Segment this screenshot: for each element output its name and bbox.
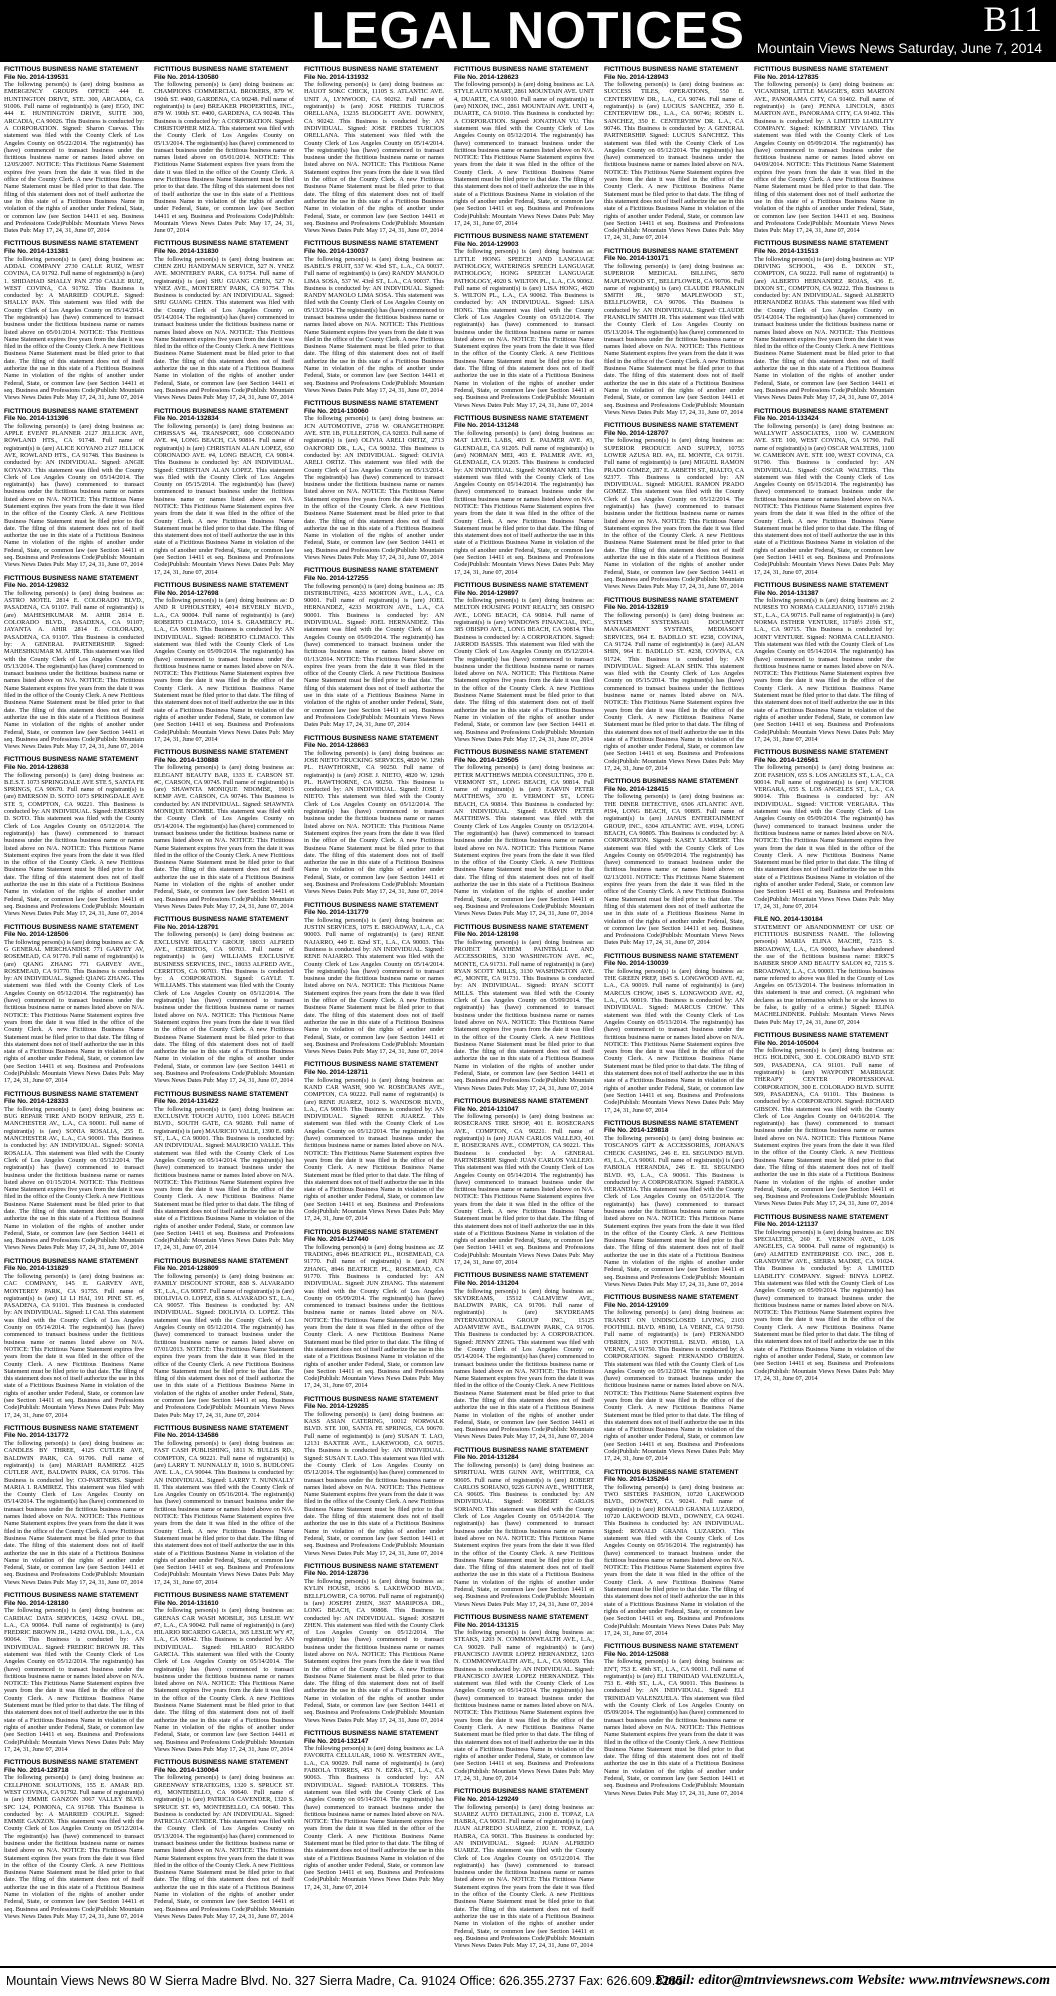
legal-notice	[154, 66, 294, 234]
notice-title: FICTITIOUS BUSINESS NAME STATEMENT File No. 2014-130039	[604, 952, 739, 968]
legal-notice	[454, 1098, 594, 1266]
publication-dateline: Mountain Views News Saturday, June 7, 2014	[756, 40, 1042, 56]
notice-body: The following person(s) is (are) doing business as: JCN AUTOMOTIVE, 2718 W. ORANGETHORPE AVE. STE 1B, FULLERTON, CA 92833. Full name of registrant(s) is (are) OLIVIA ARELI ORTIZ, 2713 OAKFORD DR., L.A., CA 90032. This Business is conducted by: AN INDIVIDUAL. Signed: OLIVIA ARELI ORTIZ. This statement was filed with the County Clerk of Los Angeles County on 05/13/2014. The registrant(s) has (have) commenced to transact business under the fictitious business name or names listed above on N/A. NOTICE: This Fictitious Name Statement expires five years from the date it was filed in the office of the County Clerk. A new Fictitious Business Name Statement must be filed prior to that date. The filing of this statement does not of itself authorize the use in this state of a Fictitious Business Name in violation of the rights of another under Federal, State, or common law (see Section 14411 et seq. Business and Professions Code)Publish: Mountain Views News Dates Pub: May 17, 24, 31, June 07, 2014	[304, 415, 444, 562]
notice-body: The following person(s) is (are) doing business as: 2 NURSES TO NORMA CALLEJANIO, 11718½ 219th ST., L.A., CA 90715. Full name of registrant(s) is (are) NORMA ESTHER VENTURE, 11718½ 219th ST., L.A., CA 90715. This Business is conducted by: JOINT VENTURE. Signed: NORMA CALLEJANIO. This statement was filed with the County Clerk of Los Angeles County on 05/14/2014. The registrant(s) has (have) commenced to transact business under the fictitious business name or names listed above on N/A. NOTICE: This Fictitious Name Statement expires five years from the date it was filed in the office of the County Clerk. A new Fictitious Business Name Statement must be filed prior to that date. The filing of this statement does not of itself authorize the use in this state of a Fictitious Business Name in violation of the rights of another under Federal, State, or common law (see Section 14411 et seq. Business and Professions Code)Publish: Mountain Views News Dates Pub: May 17, 24, 31, June 07, 2014	[754, 597, 894, 743]
legal-notice	[154, 1091, 294, 1252]
legal-notice	[4, 575, 144, 751]
legal-notice	[604, 778, 744, 946]
legal-notice	[154, 1759, 294, 1920]
notice-body: The following person(s) is (are) doing business as: C & G GENERAL MERCHANDISE 771 GARVEY AV, ROSEMEAD, CA 91770. Full name of registrant(s) is (are) QIANG ZHANG 771 GARVEY AVE., ROSEMEAD, CA 91770. This Business is conducted by: AN INDIVIDUAL. Signed: QIANG ZHANG. This statement was filed with the County Clerk of Los Angeles County on 05/12/2014. The registrant(s) has (have) commenced to transact business under the fictitious business name or names listed above on N/A. NOTICE: This Fictitious Name Statement expires five years from the date it was filed in the office of the County Clerk. A new Fictitious Business Name Statement must be filed prior to that date. The filing of this statement does not of itself authorize the use in this state of a Fictitious Business Name in violation of the rights of another under Federal, State, or common law (see Section 14411 et seq. Business and Professions Code)Publish: Mountain Views News Dates Pub: May 17, 24, 31, June 07, 2014	[4, 938, 144, 1085]
footer-contact: Mountain Views News 80 W Sierra Madre Blvd. No. 327 Sierra Madre, Ca. 91024 Office: 626.355.2737 Fax: 626.609.3285	[6, 1974, 684, 1988]
notice-title: FICTITIOUS BUSINESS NAME STATEMENT File No. 2014-131284	[454, 1446, 589, 1462]
legal-notice	[604, 422, 744, 590]
legal-notice	[454, 749, 594, 917]
legal-notice	[154, 408, 294, 576]
notice-title: FICTITIOUS BUSINESS NAME STATEMENT File No. 2014-128711	[304, 1061, 439, 1077]
legal-notice	[154, 240, 294, 401]
notice-title: FICTITIOUS BUSINESS NAME STATEMENT File No. 2014-139531	[4, 66, 139, 81]
legal-notice	[604, 1643, 744, 1797]
notice-title: FICTITIOUS BUSINESS NAME STATEMENT File No. 2014-131422	[154, 1090, 289, 1106]
legal-notice	[154, 1592, 294, 1753]
legal-notice	[304, 567, 444, 728]
legal-notice	[604, 1120, 744, 1288]
notice-title: FICTITIOUS BUSINESS NAME STATEMENT File No. 2014-135264	[604, 1468, 739, 1484]
notice-title: FICTITIOUS BUSINESS NAME STATEMENT File No. 2014-130064	[154, 1759, 289, 1774]
notice-body: The following person(s) is (are) doing business as: GRENAS CAR WASH MOBILE, 365 LESLIE WY #7, L.A., CA 90042. Full name of registrant(s) is (are) HILARIO RICARDO GARCIA, 365 LESLIE WY #7, L.A., CA 90042. This Business is conducted by: AN INDIVIDUAL. Signed: HILARIO RICARDO GARCIA. This statement was filed with the County Clerk of Los Angeles County on 05/14/2014. The registrant(s) has (have) commenced to transact business under the fictitious business name or names listed above on N/A. NOTICE: This Fictitious Name Statement expires five years from the date it was filed in the office of the County Clerk. A new Fictitious Business Name Statement must be filed prior to that date. The filing of this statement does not of itself authorize the use in this state of a Fictitious Business Name in violation of the rights of another under Federal, State, or common law (see Section 14411 et seq. Business and Professions Code)Publish: Mountain Views News Dates Pub: May 17, 24, 31, June 07, 2014	[154, 1607, 294, 1753]
legal-notice	[304, 66, 444, 234]
notice-title: FICTITIOUS BUSINESS NAME STATEMENT File No. 2014-127255	[304, 567, 439, 582]
notice-title: FICTITIOUS BUSINESS NAME STATEMENT File No. 2014-128638	[4, 756, 139, 771]
notice-body: The following person(s) is (are) doing business as: CAC COMPANY, 145 E. GARVEY AVE, MONTEREY PARK, CA 91755. Full name of registrant(s) is (are) LI LI HAI, 191 PINE ST. #5, PASADENA, CA 91101. This Business is conducted by: AN INDIVIDUAL. Signed: LI CAI. This statement was filed with the County Clerk of Los Angeles County on 05/14/2014. The registrant(s) has (have) commenced to transact business under the fictitious business name or names listed above on N/A. NOTICE: This Fictitious Name Statement expires five years from the date it was filed in the office of the County Clerk. A new Fictitious Business Name Statement must be filed prior to that date. The filing of this statement does not of itself authorize the use in this state of a Fictitious Business Name in violation of the rights of another under Federal, State, or common law (see Section 14411 et seq. Business and Professions Code)Publish: Mountain Views News Dates Pub: May 17, 24, 31, June 07, 2014	[4, 1272, 144, 1419]
notice-column	[754, 66, 894, 1964]
notice-body: The following person(s) is (are) doing business as: SUPERIOR MEDICAL BILLING, 9870 MAPLEWOOD ST., BELLFLOWER, CA 90706. Full name of registrant(s) is (are) CLAUDE FRANKLIN SMITH JR., 9870 MAPLEWOOD ST., BELLFLOWER, CA 90706. This Business is conducted by: AN INDIVIDUAL. Signed: CLAUDE FRANKLIN SMITH JR. This statement was filed with the County Clerk of Los Angeles County on 05/13/2014. The registrant(s) has (have) commenced to transact business under the fictitious business name or names listed above on N/A. NOTICE: This Fictitious Name Statement expires five years from the date it was filed in the office of the County Clerk. A new Fictitious Business Name Statement must be filed prior to that date. The filing of this statement does not of itself authorize the use in this state of a Fictitious Business Name in violation of the rights of another under Federal, State, or common law (see Section 14411 et seq. Business and Professions Code)Publish: Mountain Views News Dates Pub: May 17, 24, 31, June 07, 2014	[604, 262, 744, 416]
notice-title: FICTITIOUS BUSINESS NAME STATEMENT File No. 2014-129505	[454, 749, 589, 764]
legal-notice	[454, 415, 594, 576]
legal-notice	[604, 1469, 744, 1637]
notice-body: The following person(s) is (are) doing business as: B.E.S.T. 1073 SPRINGDALE AVE STE 5, SANTA FE SPRINGS, CA 90670. Full name of registrant(s) is (are) EMERSON D. SOTO 1073 SPRINGDALE AVE STE 5, COMPTON, CA 90221. This Business is conducted by: AN INDIVIDUAL. Signed: EMERSON D. SOTO. This statement was filed with the County Clerk of Los Angeles County on 05/12/2014. The registrant(s) has (have) commenced to transact business under the fictitious business name or names listed above on N/A. NOTICE: This Fictitious Name Statement expires five years from the date it was filed in the office of the County Clerk. A new Fictitious Business Name Statement must be filed prior to that date. The filing of this statement does not of itself authorize the use in this state of a Fictitious Business Name in violation of the rights of another under Federal, State, or common law (see Section 14411 et seq. Business and Professions Code)Publish: Mountain Views News Dates Pub: May 17, 24, 31, June 07, 2014	[4, 771, 144, 918]
legal-notice	[754, 1214, 894, 1382]
legal-notice	[604, 597, 744, 773]
notice-body: The following person(s) is (are) doing business as: KAND CAR WASH, 900 W. ROSECRANS AVE., COMPTON, CA 90222. Full name of registrant(s) is (are) RENE JUAREZ, 1012 S. WANDSOR BLVD., L.A., CA 90019. This Business is conducted by: AN INDIVIDUAL. Signed: RENE JUAREZ. This statement was filed with the County Clerk of Los Angeles County on 05/12/2014. The registrant(s) has (have) commenced to transact business under the fictitious business name or names listed above on N/A. NOTICE: This Fictitious Name Statement expires five years from the date it was filed in the office of the County Clerk. A new Fictitious Business Name Statement must be filed prior to that date. The filing of this statement does not of itself authorize the use in this state of a Fictitious Business Name in violation of the rights of another under Federal, State, or common law (see Section 14411 et seq. Business and Professions Code)Publish: Mountain Views News Dates Pub: May 17, 24, 31, June 07, 2014	[304, 1076, 444, 1223]
legal-notice	[454, 1614, 594, 1782]
legal-notice	[304, 1229, 444, 1390]
notice-title: FICTITIOUS BUSINESS NAME STATEMENT File No. 2014-131381	[4, 240, 139, 256]
notice-body: The following person(s) is (are) doing business as: THE DINER DETECTIVE, 6506 ATLANTIC AVE. #194, LONG BEACH, CA 90805. Full name of registrant(s) is (are) JANUS ENTERTAINMENT GROUP, INC., 6304 ATLANTIC AVE. #194, LONG BEACH, CA 90805. This Business is conducted by: A CORPORATION. Signed: KASEY LAMBERT. This statement was filed with the County Clerk of Los Angeles County on 05/09/2014. The registrant(s) has (have) commenced to transact business under the fictitious business name or names listed above on 02/13/2011. NOTICE: This Fictitious Name Statement expires five years from the date it was filed in the office of the County Clerk. A new Fictitious Business Name Statement must be filed prior to that date. The filing of this statement does not of itself authorize the use in this state of a Fictitious Business Name in violation of the rights of another under Federal, State, or common law (see Section 14411 et seq. Business and Professions Code)Publish: Mountain Views News Dates Pub: May 17, 24, 31, June 07, 2014	[604, 793, 744, 947]
notice-title: FICTITIOUS BUSINESS NAME STATEMENT File No. 2014-128791	[154, 916, 289, 931]
legal-notice	[154, 582, 294, 743]
notice-column	[604, 66, 744, 1964]
legal-notice	[304, 240, 444, 394]
notice-body: The following person(s) is (are) doing business as: SUPERIOR PRODUCE AND SUPPLY, 10755 LOWER AZUSA RD. #A, EL MONTE, CA 91731. Full name of registrant(s) is (are) MIGUEL RAMON PRADO GOMEZ, 287 E. ARBETH ST., RIALTO, CA 92377. This Business is conducted by: AN INDIVIDUAL. Signed: MIGUEL RAMON PRADO GOMEZ. This statement was filed with the County Clerk of Los Angeles County on 05/12/2014. The registrant(s) has (have) commenced to transact business under the fictitious business name or names listed above on N/A. NOTICE: This Fictitious Name Statement expires five years from the date it was filed in the office of the County Clerk. A new Fictitious Business Name Statement must be filed prior to that date. The filing of this statement does not of itself authorize the use in this state of a Fictitious Business Name in violation of the rights of another under Federal, State, or common law (see Section 14411 et seq. Business and Professions Code)Publish: Mountain Views News Dates Pub: May 17, 24, 31, June 07, 2014	[604, 437, 744, 591]
notice-body: The following person(s) is (are) doing business as: HAUOT SOKC CHICK, 11105 S. ATLANTIC AVE. UNIT A, LYNWOOD, CA 90262. Full name of registrant(s) is (are) JOSE FREDIS TURCIOS ORELLANA, 13235 BLODGETT AVE. DOWNEY, CA 90242. This Business is conducted by: AN INDIVIDUAL. Signed: JOSE FREDIS TURCIOS ORELLANA. This statement was filed with the County Clerk of Los Angeles County on 05/14/2014. The registrant(s) has (have) commenced to transact business under the fictitious business name or names listed above on N/A. NOTICE: This Fictitious Name Statement expires five years from the date it was filed in the office of the County Clerk. A new Fictitious Business Name Statement must be filed prior to that date. The filing of this statement does not of itself authorize the use in this state of a Fictitious Business Name in violation of the rights of another under Federal, State, or common law (see Section 14411 et seq. Business and Professions Code)Publish: Mountain Views News Dates Pub: May 17, 24, 31, June 07, 2014	[304, 81, 444, 235]
notice-body: The following person(s) is (are) doing business as: PETER MATTHEWS MEDIA CONSULTING, 370 E. VERMONT ST., LONG BEACH, CA 90814. Full name of registrant(s) is (are) EARVIN PETER MATTHEWS, 370 E. VERMONT ST., LONG BEACH, CA 90814. This Business is conducted by: AN INDIVIDUAL. Signed: EARVIN PETER MATTHEWS. This statement was filed with the County Clerk of Los Angeles County on 05/12/2014. The registrant(s) has (have) commenced to transact business under the fictitious business name or names listed above on N/A. NOTICE: This Fictitious Name Statement expires five years from the date it was filed in the office of the County Clerk. A new Fictitious Business Name Statement must be filed prior to that date. The filing of this statement does not of itself authorize the use in this state of a Fictitious Business Name in violation of the rights of another under Federal, State, or common law (see Section 14411 et seq. Business and Professions Code)Publish: Mountain Views News Dates Pub: May 17, 24, 31, June 07, 2014	[454, 764, 594, 918]
notice-body: The following person(s) is (are) doing business as: FAST CASH PUBLISHING, 1811 N. BULLIS RD., COMPTON, CA 90221. Full name of registrant(s) is (are) LARRY T. NUNNALLY II, 1010 S. BUDLONG AVE. L.A., CA 90044. This Business is conducted by: AN INDIVIDUAL. Signed: LARRY T. NUNNALLY II. This statement was filed with the County Clerk of Los Angeles County on 05/16/2014. The registrant(s) has (have) commenced to transact business under the fictitious business name or names listed above on N/A. NOTICE: This Fictitious Name Statement expires five years from the date it was filed in the office of the County Clerk. A new Fictitious Business Name Statement must be filed prior to that date. The filing of this statement does not of itself authorize the use in this state of a Fictitious Business Name in violation of the rights of another under Federal, State, or common law (see Section 14411 et seq. Business and Professions Code)Publish: Mountain Views News Dates Pub: May 17, 24, 31, June 07, 2014	[154, 1440, 294, 1586]
notice-title: FICTITIOUS BUSINESS NAME STATEMENT File No. 2014-128180	[4, 1592, 139, 1607]
notice-title: FICTITIOUS BUSINESS NAME STATEMENT File No. 2014-130580	[154, 66, 289, 81]
notice-title: FICTITIOUS BUSINESS NAME STATEMENT File No. 2014-131779	[304, 901, 439, 917]
notice-title: FICTITIOUS BUSINESS NAME STATEMENT File No. 2014-128809	[154, 1257, 289, 1273]
notice-body: The following person(s) is (are) doing business as: VIP DRIVING SCHOOL, 436 E. DIXON ST., COMPTON, CA 90222. Full name of registrant(s) is (are) ALBERTO HERNANDEZ ROJAS, 436 E. DIXON ST., COMPTON, CA 90222. This Business is conducted by: AN INDIVIDUAL. Signed: ALBERTO HERNANDEZ ROJAS. This statement was filed with the County Clerk of Los Angeles County on 05/14/2014. The registrant(s) has (have) commenced to transact business under the fictitious business name or names listed above on N/A. NOTICE: This Fictitious Name Statement expires five years from the date it was filed in the office of the County Clerk. A new Fictitious Business Name Statement must be filed prior to that date. The filing of this statement does not of itself authorize the use in this state of a Fictitious Business Name in violation of the rights of another under Federal, State, or common law (see Section 14411 et seq. Business and Professions Code)Publish: Mountain Views News Dates Pub: May 17, 24, 31, June 07, 2014	[754, 255, 894, 402]
legal-notice	[754, 582, 894, 743]
notice-title: FICTITIOUS BUSINESS NAME STATEMENT File No. 2014-129897	[454, 581, 589, 597]
notice-body: The following person(s) is (are) doing business as: D AND R UPHOLSTERY, 4014 BEVERLY BLVD., L.A., CA 90004. Full name of registrant(s) is (are) ROBERTO CLIMACO, 1014 S. GRAMERCY PL. L.A., CA 90019. This Business is conducted by: AN INDIVIDUAL. Signed: ROBERTO CLIMACO. This statement was filed with the County Clerk of Los Angeles County on 05/09/2014. The registrant(s) has (have) commenced to transact business under the fictitious business name or names listed above on N/A. NOTICE: This Fictitious Name Statement expires five years from the date it was filed in the office of the County Clerk. A new Fictitious Business Name Statement must be filed prior to that date. The filing of this statement does not of itself authorize the use in this state of a Fictitious Business Name in violation of the rights of another under Federal, State, or common law (see Section 14411 et seq. Business and Professions Code)Publish: Mountain Views News Dates Pub: May 17, 24, 31, June 07, 2014	[154, 597, 294, 743]
notice-title: FILE NO. 2014-130184	[754, 916, 823, 924]
notice-title: FICTITIOUS BUSINESS NAME STATEMENT File No. 2014-131204	[454, 1272, 589, 1287]
notice-title: FICTITIOUS BUSINESS NAME STATEMENT File No. 2014-130888	[154, 749, 289, 764]
notice-body: The following person(s) is (are) doing business as: CANDLES BY THREE, 4125 CUTLER AVE, BALDWIN PARK, CA 91706. Full name of registrant(s) is (are) MARIAH RAMIREZ 4125 CUTLER AVE, BALDWIN PARK, CA 91706. This Business is conducted by: CO-PARTNERS. Signed: MARIA I. RAMIREZ. This statement was filed with the County Clerk of Los Angeles County on 05/14/2014. The registrant(s) has (have) commenced to transact business under the fictitious business name or names listed above on N/A. NOTICE: This Fictitious Name Statement expires five years from the date it was filed in the office of the County Clerk. A new Fictitious Business Name Statement must be filed prior to that date. The filing of this statement does not of itself authorize the use in this state of a Fictitious Business Name in violation of the rights of another under Federal, State, or common law (see Section 14411 et seq. Business and Professions Code)Publish: Mountain Views News Dates Pub: May 17, 24, 31, June 07, 2014	[4, 1440, 144, 1586]
notice-body: The following person(s) is (are) doing business as: MELTON HOUSING POINT REALTY, 385 OBISPO AVE., LONG BEACH, CA 90814. Full name of registrant(s) is (are) WINDOWS FINANCIAL, INC., 385 OBISPO AVE., LONG BEACH, CA 90814. This Business is conducted by: A CORPORATION. Signed: JARROD BASSIS. This statement was filed with the County Clerk of Los Angeles County on 05/12/2014. The registrant(s) has (have) commenced to transact business under the fictitious business name or names listed above on N/A. NOTICE: This Fictitious Name Statement expires five years from the date it was filed in the office of the County Clerk. A new Fictitious Business Name Statement must be filed prior to that date. The filing of this statement does not of itself authorize the use in this state of a Fictitious Business Name in violation of the rights of another under Federal, State, or common law (see Section 14411 et seq. Business and Professions Code)Publish: Mountain Views News Dates Pub: May 17, 24, 31, June 07, 2014	[454, 597, 594, 743]
notice-title: FICTITIOUS BUSINESS NAME STATEMENT File No. 2014-129832	[4, 574, 139, 590]
notice-title: FICTITIOUS BUSINESS NAME STATEMENT File No. 2014-130060	[304, 400, 439, 415]
legal-notice	[154, 1425, 294, 1586]
notice-title: FICTITIOUS BUSINESS NAME STATEMENT File No. 2014-129818	[604, 1119, 739, 1135]
notice-body: The following person(s) is (are) doing business as: GREENWAY STRATEGIES, 1320 S. SPRUCE ST. #3, MONTEBELLO, CA 90640. Full name of registrant(s) is (are) PATRICIA CAVENDER, 1320 S. SPRUCE ST. #3, MONTEBELLO, CA 90640. This Business is conducted by: AN INDIVIDUAL. Signed: PATRICIA CAVENDER. This statement was filed with the County Clerk of Los Angeles County on 05/13/2014. The registrant(s) has (have) commenced to transact business under the fictitious business name or names listed above on N/A. NOTICE: This Fictitious Name Statement expires five years from the date it was filed in the office of the County Clerk. A new Fictitious Business Name Statement must be filed prior to that date. The filing of this statement does not of itself authorize the use in this state of a Fictitious Business Name in violation of the rights of another under Federal, State, or common law (see Section 14411 et seq. Business and Professions Code)Publish: Mountain Views News Dates Pub: May 17, 24, 31, June 07, 2014	[154, 1774, 294, 1920]
notice-body: The following person(s) is (are) doing business as: SYSTEMS SYSTEMSAI1 DOCUMENT MANAGEMENT SYSTEMS, MEDIASOFT SERVICES, 964 E. BADILLO ST. #238, COVINA, CA 91724. Full name of registrant(s) is (are) ALAN SHIN, 964 E. BADILLO ST. #238, COVINA, CA 91724. This Business is conducted by: AN INDIVIDUAL. Signed: ALAN SHIN. This statement was filed with the County Clerk of Los Angeles County on 05/15/2014. The registrant(s) has (have) commenced to transact business under the fictitious business name or names listed above on N/A. NOTICE: This Fictitious Name Statement expires five years from the date it was filed in the office of the County Clerk. A new Fictitious Business Name Statement must be filed prior to that date. The filing of this statement does not of itself authorize the use in this state of a Fictitious Business Name in violation of the rights of another under Federal, State, or common law (see Section 14411 et seq. Business and Professions Code)Publish: Mountain Views News Dates Pub: May 17, 24, 31, June 07, 2014	[604, 611, 744, 772]
notice-title: FICTITIOUS BUSINESS NAME STATEMENT File No. 2014-130037	[304, 240, 439, 256]
notice-body: The following person(s) is (are) doing business as: CHAMPIONS COMMERCIAL BROKERS, 879 W. 190th ST. #400, GARDENA, CA 90248. Full name of registrant(s) is (are) BREAKER PROPERTIES, INC., 879 W. 190th ST. #400, GARDENA, CA 90248. This Business is conducted by: A CORPORATION. Signed: CHRISTOPHER MIZA. This statement was filed with the County Clerk of Los Angeles County on 05/13/2014. The registrant(s) has (have) commenced to transact business under the fictitious business name or names listed above on 05/01/2014. NOTICE: This Fictitious Name Statement expires five years from the date it was filed in the office of the County Clerk. A new Fictitious Business Name Statement must be filed prior to that date. The filing of this statement does not of itself authorize the use in this state of a Fictitious Business Name in violation of the rights of another under Federal, State, or common law (see Section 14411 et seq. Business and Professions Code)Publish: Mountain Views News Dates Pub: May 17, 24, 31, June 07, 2014	[154, 81, 294, 235]
notice-title: FICTITIOUS BUSINESS NAME STATEMENT File No. 2014-127698	[154, 581, 289, 597]
notice-column	[154, 66, 294, 1964]
legal-notice	[4, 1759, 144, 1920]
notice-column	[454, 66, 594, 1964]
notice-title: FICTITIOUS BUSINESS NAME STATEMENT File No. 2014-131932	[304, 66, 439, 81]
notice-title: FICTITIOUS BUSINESS NAME STATEMENT File No. 2014-128415	[604, 778, 739, 793]
notice-title: FICTITIOUS BUSINESS NAME STATEMENT File No. 2014-121137	[754, 1213, 889, 1229]
legal-notice	[454, 1788, 594, 1949]
notice-body: The following person(s) is (are) doing business as: LITTLE HONG SPEECH AND LANGUAGE PATHOLOGY, WATERINGS SPEECH LANGUAGE PATHOLOGY, HONG SPEECH LANGUAGE PATHOLOGY, 4920 S. WILTON PL., L.A., CA 90062. Full name of registrant(s) is (are) LISA HONG, 4920 S. WILTON PL., L.A., CA 90062. This Business is conducted by: AN INDIVIDUAL. Signed: LISA HONG. This statement was filed with the County Clerk of Los Angeles County on 05/12/2014. The registrant(s) has (have) commenced to transact business under the fictitious business name or names listed above on N/A. NOTICE: This Fictitious Name Statement expires five years from the date it was filed in the office of the County Clerk. A new Fictitious Business Name Statement must be filed prior to that date. The filing of this statement does not of itself authorize the use in this state of a Fictitious Business Name in violation of the rights of another under Federal, State, or common law (see Section 14411 et seq. Business and Professions Code)Publish: Mountain Views News Dates Pub: May 17, 24, 31, June 07, 2014	[454, 248, 594, 409]
notice-title: FICTITIOUS BUSINESS NAME STATEMENT File No. 2014-128333	[4, 1090, 139, 1106]
notice-body: The following person(s) is (are) doing business as: LA STYLE AUTO MART, 2861 MOUNTAIN AVE. UNIT 4, DUARTE, CA 91010. Full name of registrant(s) is (are) NIXON, INC., 2861 MOUNTAIN AVE. UNIT 4, DUARTE, CA 91010. This Business is conducted by: A CORPORATION. Signed: JONATHAN VU. This statement was filed with the County Clerk of Los Angeles County on 05/12/2014. The registrant(s) has (have) commenced to transact business under the fictitious business name or names listed above on N/A. NOTICE: This Fictitious Name Statement expires five years from the date it was filed in the office of the County Clerk. A new Fictitious Business Name Statement must be filed prior to that date. The filing of this statement does not of itself authorize the use in this state of a Fictitious Business Name in violation of the rights of another under Federal, State, or common law (see Section 14411 et seq. Business and Professions Code)Publish: Mountain Views News Dates Pub: May 17, 24, 31, June 07, 2014	[454, 81, 594, 227]
notice-body: The following person(s) is (are) doing business as: JB DISTRIBUTING, 4233 MORTON AVE., L.A., CA 90001. Full name of registrant(s) is (are) JOEL HERNANDEZ, 4233 MORTON AVE., L.A., CA 90001. This Business is conducted by: AN INDIVIDUAL. Signed: JOEL HERNANDEZ. This statement was filed with the County Clerk of Los Angeles County on 05/09/2014. The registrant(s) has (have) commenced to transact business under the fictitious business name or names listed above on 01/13/2014. NOTICE: This Fictitious Name Statement expires five years from the date it was filed in the office of the County Clerk. A new Fictitious Business Name Statement must be filed prior to that date. The filing of this statement does not of itself authorize the use in this state of a Fictitious Business Name in violation of the rights of another under Federal, State, or common law (see Section 14411 et seq. Business and Professions Code)Publish: Mountain Views News Dates Pub: May 17, 24, 31, June 07, 2014	[304, 582, 444, 729]
legal-notice	[4, 1091, 144, 1252]
notice-body: The following person(s) is (are) doing business as: KASS ASIAN CATERING, 10012 NORWALK BLVD. STE 100, SANTA FE SPRINGS, CA 90670. Full name of registrant(s) is (are) SUSAN T. LAO, 12131 BAXTER AVE., LAKEWOOD, CA 90715. This Business is conducted by: AN INDIVIDUAL. Signed: SUSAN T. LAO. This statement was filed with the County Clerk of Los Angeles County on 05/12/2014. The registrant(s) has (have) commenced to transact business under the fictitious business name or names listed above on N/A. NOTICE: This Fictitious Name Statement expires five years from the date it was filed in the office of the County Clerk. A new Fictitious Business Name Statement must be filed prior to that date. The filing of this statement does not of itself authorize the use in this state of a Fictitious Business Name in violation of the rights of another under Federal, State, or common law (see Section 14411 et seq. Business and Professions Code)Publish: Mountain Views News Dates Pub: May 17, 24, 31, June 07, 2014	[304, 1410, 444, 1557]
notice-column	[904, 66, 1044, 1964]
section-title: LEGAL NOTICES	[311, 2, 745, 60]
notice-column	[304, 66, 444, 1964]
notice-title: FICTITIOUS BUSINESS NAME STATEMENT File No. 2014-131830	[154, 240, 289, 256]
notice-body: The following person(s) is (are) doing business as: JUSTIN SERVICES, 1075 E. BROADWAY, L.A., CA 90003. Full name of registrant(s) is (are) RENE NAJARRO, 449 E. 82nd ST., L.A., CA 90003. This Business is conducted by: AN INDIVIDUAL. Signed: RENE NAJARRO. This statement was filed with the County Clerk of Los Angeles County on 05/14/2014. The registrant(s) has (have) commenced to transact business under the fictitious business name or names listed above on N/A. NOTICE: This Fictitious Name Statement expires five years from the date it was filed in the office of the County Clerk. A new Fictitious Business Name Statement must be filed prior to that date. The filing of this statement does not of itself authorize the use in this state of a Fictitious Business Name in violation of the rights of another under Federal, State, or common law (see Section 14411 et seq. Business and Professions Code)Publish: Mountain Views News Dates Pub: May 17, 24, 31, June 07, 2014	[304, 916, 444, 1056]
notice-title: FICTITIOUS BUSINESS NAME STATEMENT File No. 2014-132147	[304, 1729, 439, 1745]
legal-notice	[154, 1258, 294, 1419]
notice-title: FICTITIOUS BUSINESS NAME STATEMENT File No. 2014-131396	[4, 407, 139, 423]
notice-title: FICTITIOUS BUSINESS NAME STATEMENT File No. 2014-133424	[754, 407, 889, 423]
notice-title: FICTITIOUS BUSINESS NAME STATEMENT File No. 2014-131315	[454, 1613, 589, 1629]
page-footer	[0, 1966, 1056, 1996]
notice-title: FICTITIOUS BUSINESS NAME STATEMENT File No. 2014-129249	[454, 1788, 589, 1803]
notice-body: The following person(s) is (are) doing business as: BUG REPAIR TIRE AND BODY REPAIR, 255 E. MANCHESTER AV., L.A., CA 90001. Full name of registrant(s) is (are) SONIA ROSALIA, 255 E. MANCHESTER AV., L.A., CA 90001. This Business is conducted by: AN INDIVIDUAL. Signed: SONIA ROSALIA. This statement was filed with the County Clerk of Los Angeles County on 05/12/2014. The registrant(s) has (have) commenced to transact business under the fictitious business name or names listed above on 01/15/2014. NOTICE: This Fictitious Name Statement expires five years from the date it was filed in the office of the County Clerk. A new Fictitious Business Name Statement must be filed prior to that date. The filing of this statement does not of itself authorize the use in this state of a Fictitious Business Name in violation of the rights of another under Federal, State, or common law (see Section 14411 et seq. Business and Professions Code)Publish: Mountain Views News Dates Pub: May 17, 24, 31, June 07, 2014	[4, 1105, 144, 1252]
notice-columns	[4, 66, 1052, 1964]
notice-body: The following person(s) is (are) doing business as: CHEN ZHU HANDYMAN SERVICE, 527 N. YNEZ AVE. MONTEREY PARK, CA 91754. Full name of registrant(s) is (are) SHU GUANG CHEN, 527 N. YNEZ AVE., MONTEREY PARK, CA 91754. This Business is conducted by: AN INDIVIDUAL. Signed: SHU GUANG CHEN. This statement was filed with the County Clerk of Los Angeles County on 05/14/2014. The registrant(s) has (have) commenced to transact business under the fictitious business name or names listed above on N/A. NOTICE: This Fictitious Name Statement expires five years from the date it was filed in the office of the County Clerk. A new Fictitious Business Name Statement must be filed prior to that date. The filing of this statement does not of itself authorize the use in this state of a Fictitious Business Name in violation of the rights of another under Federal, State, or common law (see Section 14411 et seq. Business and Professions Code)Publish: Mountain Views News Dates Pub: May 17, 24, 31, June 07, 2014	[154, 255, 294, 402]
notice-title: FICTITIOUS BUSINESS NAME STATEMENT File No. 2014-129285	[304, 1395, 439, 1411]
legal-notice	[454, 1272, 594, 1440]
notice-body: The following person(s) is (are) doing business as: SPIRITUAL WEB GUNN AVE, WHITTIER, CA 90605. Full name of registrant(s) is (are) ROBERT CARLOS SORIANO, 9226 GUNN AVE., WHITTIER, CA 90605. This Business is conducted by: AN INDIVIDUAL. Signed: ROBERT CARLOS SORIANO. This statement was filed with the County Clerk of Los Angeles County on 05/14/2014. The registrant(s) has (have) commenced to transact business under the fictitious business name or names listed above on N/A. NOTICE: This Fictitious Name Statement expires five years from the date it was filed in the office of the County Clerk. A new Fictitious Business Name Statement must be filed prior to that date. The filing of this statement does not of itself authorize the use in this state of a Fictitious Business Name in violation of the rights of another under Federal, State, or common law (see Section 14411 et seq. Business and Professions Code)Publish: Mountain Views News Dates Pub: May 17, 24, 31, June 07, 2014	[454, 1461, 594, 1608]
notice-title: FICTITIOUS BUSINESS NAME STATEMENT File No. 2014-131047	[454, 1097, 589, 1113]
legal-notice	[4, 924, 144, 1085]
legal-notice	[4, 408, 144, 569]
legal-notice	[304, 1563, 444, 1724]
notice-body: The following person(s) is (are) doing business as: ZOE FASHION, 655 S. LOS ANGELES ST., L.A., CA 90014. Full name of registrant(s) is (are) VICTOR VERGARA, 655 S. LOS ANGELES ST., L.A., CA 90014. This Business is conducted by: AN INDIVIDUAL. Signed: VICTOR VERGARA. This statement was filed with the County Clerk of Los Angeles County on 05/09/2014. The registrant(s) has (have) commenced to transact business under the fictitious business name or names listed above on N/A. NOTICE: This Fictitious Name Statement expires five years from the date it was filed in the office of the County Clerk. A new Fictitious Business Name Statement must be filed prior to that date. The filing of this statement does not of itself authorize the use in this state of a Fictitious Business Name in violation of the rights of another under Federal, State, or common law (see Section 14411 et seq. Business and Professions Code)Publish: Mountain Views News Dates Pub: May 17, 24, 31, June 07, 2014	[754, 764, 894, 910]
legal-notice	[154, 916, 294, 1084]
notice-body: The following person(s) is (are) doing business as: TRANSIT ON UNDISCLOSED LIVING, 2103 FOOTHILL BLVD. #B180, LA VERNE, CA 91750. Full name of registrant(s) is (are) FERNANDO O'BRIEN, 2103 FOOTHILL BLVD. #B180, LA VERNE, CA 91750. This Business is conducted by: A CORPORATION. Signed: FERNANDO O'BRIEN. This statement was filed with the County Clerk of Los Angeles County on 05/12/2014. The registrant(s) has (have) commenced to transact business under the fictitious business name or names listed above on N/A. NOTICE: This Fictitious Name Statement expires five years from the date it was filed in the office of the County Clerk. A new Fictitious Business Name Statement must be filed prior to that date. The filing of this statement does not of itself authorize the use in this state of a Fictitious Business Name in violation of the rights of another under Federal, State, or common law (see Section 14411 et seq. Business and Professions Code)Publish: Mountain Views News Dates Pub: May 17, 24, 31, June 07, 2014	[604, 1309, 744, 1463]
page-header	[0, 0, 1056, 62]
notice-body: The following person(s) is (are) doing business as: ISABEL'S FRUIT, 537 W. 43rd ST., L.A., CA 90037. Full name of registrant(s) is (are) RANDY MANOLO LIMA SOSA, 537 W. 43rd ST., L.A., CA 90037. This Business is conducted by: AN INDIVIDUAL. Signed: RANDY MANOLO LIMA SOSA. This statement was filed with the County Clerk of Los Angeles County on 05/13/2014. The registrant(s) has (have) commenced to transact business under the fictitious business name or names listed above on N/A. NOTICE: This Fictitious Name Statement expires five years from the date it was filed in the office of the County Clerk. A new Fictitious Business Name Statement must be filed prior to that date. The filing of this statement does not of itself authorize the use in this state of a Fictitious Business Name in violation of the rights of another under Federal, State, or common law (see Section 14411 et seq. Business and Professions Code)Publish: Mountain Views News Dates Pub: May 17, 24, 31, June 07, 2014	[304, 255, 444, 394]
notice-body: The following person(s) is (are) doing business as: SUCCESS TILES, OPERATIONS, 550 E. CENTERVIEW DR., L.A., CA 90746. Full name of registrant(s) is (are) LUCIUS SANCHEZ, 350 E. CENTERVIEW DR., L.A., CA 90746; ROBIN L. SANCHEZ, 350 E. CENTERVIEW DR. L.A., CA 90746. This Business is conducted by: A GENERAL PARTNERSHIP. Signed: LUCIUS SANCHEZ. This statement was filed with the County Clerk of Los Angeles County on 05/12/2014. The registrant(s) has (have) commenced to transact business under the fictitious business name or names listed above on N/A. NOTICE: This Fictitious Name Statement expires five years from the date it was filed in the office of the County Clerk. A new Fictitious Business Name Statement must be filed prior to that date. The filing of this statement does not of itself authorize the use in this state of a Fictitious Business Name in violation of the rights of another under Federal, State, or common law (see Section 14411 et seq. Business and Professions Code)Publish: Mountain Views News Dates Pub: May 17, 24, 31, June 07, 2014	[604, 81, 744, 242]
legal-notice	[154, 749, 294, 910]
notice-body: The following person(s) is (are) doing business as: ADDAL COMPANY 2730 CALLE RUIZ, WEST COVINA, CA 91792. Full name of registrant(s) is (are) 1. SHIDAHAD SHALLY PAN 2730 CALLE RUIZ, WEST COVINA, CA 91792. This Business is conducted by: A MARRIED COUPLE. Signed: SHALLY PAN. This statement was filed with the County Clerk of Los Angeles County on 05/14/2014. The registrant(s) has (have) commenced to transact business under the fictitious business name or names listed above on 05/01/2014. NOTICE: This Fictitious Name Statement expires five years from the date it was filed in the office of the County Clerk. A new Fictitious Business Name Statement must be filed prior to that date. The filing of this statement does not of itself authorize the use in this state of a Fictitious Business Name in violation of the rights of another under Federal, State, or common law (see Section 14411 et seq. Business and Professions Code)Publish: Mountain Views News Dates Pub: May 17, 24, 31, June 07, 2014	[4, 255, 144, 402]
legal-notice	[4, 66, 144, 234]
notice-body: The following person(s) is (are) doing business as: EXCLUSIVE REALTY GROUP, 18033 ALFRED AVE., CERRITOS, CA 90703. Full name of registrant(s) is (are) WILLIAMS EXCLUSIVE BUSINESS SERVICES, INC., 18033 ALFRED AVE., CERRITOS, CA 90703. This Business is conducted by: A CORPORATION. Signed: GAYLE T. WILLIAMS. This statement was filed with the County Clerk of Los Angeles County on 05/12/2014. The registrant(s) has (have) commenced to transact business under the fictitious business name or names listed above on N/A. NOTICE: This Fictitious Name Statement expires five years from the date it was filed in the office of the County Clerk. A new Fictitious Business Name Statement must be filed prior to that date. The filing of this statement does not of itself authorize the use in this state of a Fictitious Business Name in violation of the rights of another under Federal, State, or common law (see Section 14411 et seq. Business and Professions Code)Publish: Mountain Views News Dates Pub: May 17, 24, 31, June 07, 2014	[154, 931, 294, 1085]
notice-body: The following person(s) is (are) doing business as: TWO SISTERS FASHION, 10720 LAKEWOOD BLVD., DOWNEY, CA 90241. Full name of registrant(s) is (are) RONALD GRANIA LUZARDO, 10720 LAKEWOOD BLVD., DOWNEY, CA 90241. This Business is conducted by: AN INDIVIDUAL. Signed: RONALD GRANIA LUZARDO. This statement was filed with the County Clerk of Los Angeles County on 05/16/2014. The registrant(s) has (have) commenced to transact business under the fictitious business name or names listed above on N/A. NOTICE: This Fictitious Name Statement expires five years from the date it was filed in the office of the County Clerk. A new Fictitious Business Name Statement must be filed prior to that date. The filing of this statement does not of itself authorize the use in this state of a Fictitious Business Name in violation of the rights of another under Federal, State, or common law (see Section 14411 et seq. Business and Professions Code)Publish: Mountain Views News Dates Pub: May 17, 24, 31, June 07, 2014	[604, 1483, 744, 1637]
notice-body: The following person(s) is (are) doing business as: KYLIN HOUSE, 16306 S. LAKEWOOD BLVD., BELLFLOWER, CA 90706. Full name of registrant(s) is (are) JOSEPH ZHEN, 3637 MARIPOSA DR., LONG BEACH, CA 90808. This Business is conducted by: AN INDIVIDUAL. Signed: JOSEPH ZHEN. This statement was filed with the County Clerk of Los Angeles County on 05/12/2014. The registrant(s) has (have) commenced to transact business under the fictitious business name or names listed above on N/A. NOTICE: This Fictitious Name Statement expires five years from the date it was filed in the office of the County Clerk. A new Fictitious Business Name Statement must be filed prior to that date. The filing of this statement does not of itself authorize the use in this state of a Fictitious Business Name in violation of the rights of another under Federal, State, or common law (see Section 14411 et seq. Business and Professions Code)Publish: Mountain Views News Dates Pub: May 17, 24, 31, June 07, 2014	[304, 1578, 444, 1724]
notice-title: FICTITIOUS BUSINESS NAME STATEMENT File No. 2014-128198	[454, 923, 589, 939]
legal-notice	[454, 66, 594, 227]
legal-notice	[4, 240, 144, 401]
notice-title: FICTITIOUS BUSINESS NAME STATEMENT File No. 2014-134586	[154, 1424, 289, 1440]
notice-title: FICTITIOUS BUSINESS NAME STATEMENT File No. 2014-128736	[304, 1562, 439, 1578]
notice-body: The following person(s) is (are) doing business as: TOSCANO'S GIFT & ACCESSORIES, JOHANA'S CHECK CASHING, 246 E. EL SEGUNDO BLVD. #3, L.A., CA 90061. Full name of registrant(s) is (are) FABIOLA HERANDIA, 246 E. EL SEGUNDO BLVD. #3, L.A., CA 90061. This Business is conducted by: A CORPORATION. Signed: FABIOLA HERANDIA. This statement was filed with the County Clerk of Los Angeles County on 05/12/2014. The registrant(s) has (have) commenced to transact business under the fictitious business name or names listed above on N/A. NOTICE: This Fictitious Name Statement expires five years from the date it was filed in the office of the County Clerk. A new Fictitious Business Name Statement must be filed prior to that date. The filing of this statement does not of itself authorize the use in this state of a Fictitious Business Name in violation of the rights of another under Federal, State, or common law (see Section 14411 et seq. Business and Professions Code)Publish: Mountain Views News Dates Pub: May 17, 24, 31, June 07, 2014	[604, 1135, 744, 1288]
notice-title: FICTITIOUS BUSINESS NAME STATEMENT File No. 2014-128943	[604, 66, 739, 81]
notice-body: The following person(s) is (are) doing business as: FAMILY DISCOUNT STORE, 838 S. ALVARADO ST., L.A., CA 90057. Full name of registrant(s) is (are) DIOLIVIA O. LOPEZ, 838 S. ALVARADO ST., L.A., CA 90057. This Business is conducted by: AN INDIVIDUAL. Signed: DIOLIVIA O. LOPEZ. This statement was filed with the County Clerk of Los Angeles County on 05/12/2014. The registrant(s) has (have) commenced to transact business under the fictitious business name or names listed above on 07/01/2013. NOTICE: This Fictitious Name Statement expires five years from the date it was filed in the office of the County Clerk. A new Fictitious Business Name Statement must be filed prior to that date. The filing of this statement does not of itself authorize the use in this state of a Fictitious Business Name in violation of the rights of another under Federal, State, or common law (see Section 14411 et seq. Business and Professions Code)Publish: Mountain Views News Dates Pub: May 17, 24, 31, June 07, 2014	[154, 1272, 294, 1419]
notice-title: FICTITIOUS BUSINESS NAME STATEMENT File No. 2014-129109	[604, 1294, 739, 1309]
legal-notice	[754, 1032, 894, 1208]
notice-body: The following person(s) is (are) doing business as: SUAREZ AUTO DETAILING, 2100 E. TOPAZ, LA HABRA, CA 90631. Full name of registrant(s) is (are) JUAN ALFREDO SUAREZ, 2100 E. TOPAZ, LA HABRA, CA 90631. This Business is conducted by: AN INDIVIDUAL. Signed: JUAN ALFREDO SUAREZ. This statement was filed with the County Clerk of Los Angeles County on 05/12/2014. The registrant(s) has (have) commenced to transact business under the fictitious business name or names listed above on N/A. NOTICE: This Fictitious Name Statement expires five years from the date it was filed in the office of the County Clerk. A new Fictitious Business Name Statement must be filed prior to that date. The filing of this statement does not of itself authorize the use in this state of a Fictitious Business Name in violation of the rights of another under Federal, State, or common law (see Section 14411 et seq. Business and Professions Code)Publish: Mountain Views News Dates Pub: May 17, 24, 31, June 07, 2014	[454, 1803, 594, 1950]
legal-notice	[304, 1061, 444, 1222]
notice-title: FICTITIOUS BUSINESS NAME STATEMENT File No. 2014-131610	[154, 1592, 289, 1607]
legal-notice	[304, 902, 444, 1056]
notice-title: FICTITIOUS BUSINESS NAME STATEMENT File No. 2014-129903	[454, 233, 589, 248]
page-number: B11	[983, 0, 1042, 39]
notice-title: FICTITIOUS BUSINESS NAME STATEMENT File No. 2014-127440	[304, 1228, 439, 1244]
legal-notice	[4, 1258, 144, 1419]
legal-notice	[754, 749, 894, 910]
notice-title: FICTITIOUS BUSINESS NAME STATEMENT File No. 2014-131829	[4, 1257, 139, 1273]
notice-body: The following person(s) is (are) doing business as: HCG HOLDING, 300 E. COLORADO BLVD STE 509, PASADENA, CA 91101. Full name of registrant(s) is (are) WAYPOINT MARRIAGE THERAPY CENTER PROFESSIONAL CORPORATION, 300 E. COLORADO BLVD. SUITE 509, PASADENA, CA 91101. This Business is conducted by: A CORPORATION. Signed: RICHARD GIBSON. This statement was filed with the County Clerk of Los Angeles County on 04/16/2014. The registrant(s) has (have) commenced to transact business under the fictitious business name or names listed above on N/A. NOTICE: This Fictitious Name Statement expires five years from the date it was filed in the office of the County Clerk. A new Fictitious Business Name Statement must be filed prior to that date. The filing of this statement does not of itself authorize the use in this state of a Fictitious Business Name in violation of the rights of another under Federal, State, or common law (see Section 14411 et seq. Business and Professions Code)Publish: Mountain Views News Dates Pub: May 17, 24, 31, June 07, 2014	[754, 1047, 894, 1208]
footer-web: Email: editor@mtnviewsnews.com Website: www.mtnviewsnews.com	[655, 1973, 1050, 1988]
notice-title: FICTITIOUS BUSINESS NAME STATEMENT File No. 2014-128718	[4, 1759, 139, 1774]
legal-notice	[454, 582, 594, 743]
legal-notice	[604, 1294, 744, 1462]
notice-body: The following person(s) is (are) doing business as: ELEGANT BEAUTY BAR, 1333 E. CARSON ST. #C, CARSON, CA 90745. Full name of registrant(s) is (are) SHAWNTA MONIQUE NDOMBE, 19015 KEMP AVE. CARSON, CA 90746. This Business is conducted by: AN INDIVIDUAL. Signed: SHAWNTA MONIQUE NDOMBE. This statement was filed with the County Clerk of Los Angeles County on 05/14/2014. The registrant(s) has (have) commenced to transact business under the fictitious business name or names listed above on N/A. NOTICE: This Fictitious Name Statement expires five years from the date it was filed in the office of the County Clerk. A new Fictitious Business Name Statement must be filed prior to that date. The filing of this statement does not of itself authorize the use in this state of a Fictitious Business Name in violation of the rights of another under Federal, State, or common law (see Section 14411 et seq. Business and Professions Code)Publish: Mountain Views News Dates Pub: May 17, 24, 31, June 07, 2014	[154, 764, 294, 910]
notice-body: The following person(s) is (are) doing business as: SKYDREAMS, 15512 CALMVIEW AVE., BALDWIN PARK, CA 91706. Full name of registrant(s) is (are) SKYDREAMS INTERNATIONAL GROUP INC., 15125 ADAMVIEW AVE., BALDWIN PARK, CA 91706. This Business is conducted by: A CORPORATION. Signed: JENNY ZENG. This statement was filed with the County Clerk of Los Angeles County on 05/14/2014. The registrant(s) has (have) commenced to transact business under the fictitious business name or names listed above on N/A. NOTICE: This Fictitious Name Statement expires five years from the date it was filed in the office of the County Clerk. A new Fictitious Business Name Statement must be filed prior to that date. The filing of this statement does not of itself authorize the use in this state of a Fictitious Business Name in violation of the rights of another under Federal, State, or common law (see Section 14411 et seq. Business and Professions Code)Publish: Mountain Views News Dates Pub: May 17, 24, 31, June 07, 2014	[454, 1287, 594, 1441]
notice-body: The following person(s) is (are) doing business as: APPLE EVENT PLANNER 2127 JELLICK AVE, ROWLAND HTS., CA 91748. Full name of registrant(s) is (are) ALICE KOYANO 2127 JELLICK AVE, ROWLAND HTS., CA 91748. This Business is conducted by: AN INDIVIDUAL. Signed: ANGIE KOYANO. This statement was filed with the County Clerk of Los Angeles County on 05/14/2014. The registrant(s) has (have) commenced to transact business under the fictitious business name or names listed above on N/A. NOTICE: This Fictitious Name Statement expires five years from the date it was filed in the office of the County Clerk. A new Fictitious Business Name Statement must be filed prior to that date. The filing of this statement does not of itself authorize the use in this state of a Fictitious Business Name in violation of the rights of another under Federal, State, or common law (see Section 14411 et seq. Business and Professions Code)Publish: Mountain Views News Dates Pub: May 17, 24, 31, June 07, 2014	[4, 422, 144, 569]
notice-column	[4, 66, 144, 1964]
notice-title: FICTITIOUS BUSINESS NAME STATEMENT File No. 2014-131248	[454, 414, 589, 430]
notice-body: The following person(s) is (are) doing business as: STEAKS, 1203 N. COMMONWEALTH AVE., L.A., CA 90029. Full name of registrant(s) is (are) FRANCISCO JAVIER LOPEZ HERNANDEZ, 1203 N. COMMONWEALTH AVE., L.A., CA 90029. This Business is conducted by: AN INDIVIDUAL. Signed: FRANCISCO JAVIER LOPEZ HERNANDEZ. This statement was filed with the County Clerk of Los Angeles County on 05/14/2014. The registrant(s) has (have) commenced to transact business under the fictitious business name or names listed above on N/A. NOTICE: This Fictitious Name Statement expires five years from the date it was filed in the office of the County Clerk. A new Fictitious Business Name Statement must be filed prior to that date. The filing of this statement does not of itself authorize the use in this state of a Fictitious Business Name in violation of the rights of another under Federal, State, or common law (see Section 14411 et seq. Business and Professions Code)Publish: Mountain Views News Dates Pub: May 17, 24, 31, June 07, 2014	[454, 1629, 594, 1783]
notice-body: The following person(s) is (are) doing business as EMERGENCY GROUPS OFFICE 444 E. HUNTINGTON DRIVE, STE. 300, ARCADIA, CA 91006. Full name of registrant(s) is (are) EGO, INC 444 E. HUNTINGTON DRIVE, SUITE 300, ARCADIA, CA 90026. This Business is conducted by: A CORPORATION. Signed: Sharon Cuevas. This statement was filed with the County Clerk of Los Angeles County on 05/22/2014. The registrant(s) has (have) commenced to transact business under the fictitious business name or names listed above on 12/05/2007. NOTICE: This Fictitious Name Statement expires five years from the date it was filed in the office of the County Clerk. A new Fictitious Business Name Statement must be filed prior to that date. The filing of this statement does not of itself authorize the use in this state of a Fictitious Business Name in violation of the rights of another under Federal, State, or common law (see Section 14411 et seq. Business and Professions Code)Publish: Mountain Views News Dates Pub: May 17, 24, 31, June 07, 2014	[4, 81, 144, 235]
notice-title: FICTITIOUS BUSINESS NAME STATEMENT File No. 2014-127835	[754, 66, 889, 81]
notice-title: FICTITIOUS BUSINESS NAME STATEMENT File No. 2014-125088	[604, 1643, 739, 1658]
notice-title: FICTITIOUS BUSINESS NAME STATEMENT File No. 2014-126561	[754, 749, 889, 764]
legal-notice	[304, 1730, 444, 1891]
legal-notice	[454, 233, 594, 409]
legal-notice	[304, 1396, 444, 1557]
notice-body: The following person(s) is (are) doing business as: ASTRO MOTEL 2814 E. COLORADO BLVD., PASADENA, CA 91107. Full name of registrant(s) is (are) MAHESHKUMAR M. AHIR 2814 E. COLORADO BLVD., PASADENA, CA 91107; JAYANTA A. AHIR 2814 E. COLORADO, PASADENA, CA 91107. This Business is conducted by: A GENERAL PARTNERSHIP. Signed: MAHESHKUMAR M. AHIR. This statement was filed with the County Clerk of Los Angeles County on 05/13/2014. The registrant(s) has (have) commenced to transact business under the fictitious business name or names listed above on N/A. NOTICE: This Fictitious Name Statement expires five years from the date it was filed in the office of the County Clerk. A new Fictitious Business Name Statement must be filed prior to that date. The filing of this statement does not of itself authorize the use in this state of a Fictitious Business Name in violation of the rights of another under Federal, State, or common law (see Section 14411 et seq. Business and Professions Code)Publish: Mountain Views News Dates Pub: May 17, 24, 31, June 07, 2014	[4, 589, 144, 751]
legal-notice	[604, 953, 744, 1114]
legal-notice	[304, 735, 444, 896]
notice-title: FICTITIOUS BUSINESS NAME STATEMENT File No. 2014-128506	[4, 923, 139, 939]
notice-title: FICTITIOUS BUSINESS NAME STATEMENT File No. 2014-130171	[604, 247, 739, 263]
notice-title: FICTITIOUS BUSINESS NAME STATEMENT File No. 2014-128707	[604, 422, 739, 437]
legal-notice	[4, 1592, 144, 1753]
notice-body: The following person(s) is (are) doing business as: BN SPECIALTIES, 260 E. VERNON AVE., LOS ANGELES, CA 90004. Full name of registrant(s) is (are) ALMITED ENTERPRISE CO. INC., 208 E. GRANDVIEW AVE., SIERRA MADRE, CA 91024. This Business is conducted by: A LIMITED LIABILITY COMPANY. Signed: BINYA LOPEZ. This statement was filed with the County Clerk of Los Angeles County on 05/09/2014. The registrant(s) has (have) commenced to transact business under the fictitious business name or names listed above on N/A. NOTICE: This Fictitious Name Statement expires five years from the date it was filed in the office of the County Clerk. A new Fictitious Business Name Statement must be filed prior to that date. The filing of this statement does not of itself authorize the use in this state of a Fictitious Business Name in violation of the rights of another under Federal, State, or common law (see Section 14411 et seq. Business and Professions Code)Publish: Mountain Views News Dates Pub: May 17, 24, 31, June 07, 2014	[754, 1228, 894, 1382]
notice-body: The following person(s) is (are) doing business as: CARDIAC DATA SERVICES, 14292 OVAL DR., L.A., CA 90064. Full name of registrant(s) is (are) FREDRIC BROWN JR., 14292 OVAL DR., L.A., CA 90064. This Business is conducted by: AN INDIVIDUAL. Signed: FREDRIC BROWN JR. This statement was filed with the County Clerk of Los Angeles County on 05/12/2014. The registrant(s) has (have) commenced to transact business under the fictitious business name or names listed above on N/A. NOTICE: This Fictitious Name Statement expires five years from the date it was filed in the office of the County Clerk. A new Fictitious Business Name Statement must be filed prior to that date. The filing of this statement does not of itself authorize the use in this state of a Fictitious Business Name in violation of the rights of another under Federal, State, or common law (see Section 14411 et seq. Business and Professions Code)Publish: Mountain Views News Dates Pub: May 17, 24, 31, June 07, 2014	[4, 1607, 144, 1753]
notice-body: The following person(s) is (are) doing business as: EN'T, 753 E. 49th ST., L.A., CA 90011. Full name of registrant(s) is (are) ELI TRINIDAD VALENZUELA, 753 E. 49th ST., L.A., CA 90011. This Business is conducted by: AN INDIVIDUAL. Signed: ELI TRINIDAD VALENZUELA. This statement was filed with the County Clerk of Los Angeles County on 05/09/2014. The registrant(s) has (have) commenced to transact business under the fictitious business name or names listed above on N/A. NOTICE: This Fictitious Name Statement expires five years from the date it was filed in the office of the County Clerk. A new Fictitious Business Name Statement must be filed prior to that date. The filing of this statement does not of itself authorize the use in this state of a Fictitious Business Name in violation of the rights of another under Federal, State, or common law (see Section 14411 et seq. Business and Professions Code)Publish: Mountain Views News Dates Pub: May 17, 24, 31, June 07, 2014	[604, 1658, 744, 1797]
legal-notice	[454, 1447, 594, 1608]
notice-body: The following person(s) is (are) doing business as: PROJECT MAYHEM PAINTBALL AND ACCESSORIES, 3130 WASHINGTON AVE. #C, MONTE, CA 91731. Full name of registrant(s) is (are) RYAN SCOTT MILLS, 3130 WASHINGTON AVE. #C, MONTE, CA 91731. This Business is conducted by: AN INDIVIDUAL. Signed: RYAN SCOTT MILLS. This statement was filed with the County Clerk of Los Angeles County on 05/09/2014. The registrant(s) has (have) commenced to transact business under the fictitious business name or names listed above on N/A. NOTICE: This Fictitious Name Statement expires five years from the date it was filed in the office of the County Clerk. A new Fictitious Business Name Statement must be filed prior to that date. The filing of this statement does not of itself authorize the use in this state of a Fictitious Business Name in violation of the rights of another under Federal, State, or common law (see Section 14411 et seq. Business and Professions Code)Publish: Mountain Views News Dates Pub: May 17, 24, 31, June 07, 2014	[454, 938, 594, 1092]
notice-body: The following person(s) is (are) doing business as: CHRISSA'S 44, TRANSPORT, 600 CORONADO AVE. #4, LONG BEACH, CA 90814. Full name of registrant(s) is (are) CHRISTIAN ALAN LOPEZ, 650 CORONADO AVE. #4, LONG BEACH, CA 90814. This Business is conducted by: AN INDIVIDUAL. Signed: CHRISTIAN ALAN LOPEZ. This statement was filed with the County Clerk of Los Angeles County on 05/15/2014. The registrant(s) has (have) commenced to transact business under the fictitious business name or names listed above on N/A. NOTICE: This Fictitious Name Statement expires five years from the date it was filed in the office of the County Clerk. A new Fictitious Business Name Statement must be filed prior to that date. The filing of this statement does not of itself authorize the use in this state of a Fictitious Business Name in violation of the rights of another under Federal, State, or common law (see Section 14411 et seq. Business and Professions Code)Publish: Mountain Views News Dates Pub: May 17, 24, 31, June 07, 2014	[154, 422, 294, 576]
legal-notice	[754, 916, 894, 1026]
notice-body: The following person(s) is (are) doing business as: CELLPHONE SOLUTIONS, 155 E. AMAR RD. WEST COVINA, CA 91792. Full name of registrant(s) is (are) EMMIE GANZON 3067 VALLEY BLVD. SPC 124, POMONA, CA 91768. This Business is conducted by: A MARRIED COUPLE. Signed: EMMIE GANZON. This statement was filed with the County Clerk of Los Angeles County on 05/12/2014. The registrant(s) has (have) commenced to transact business under the fictitious business name or names listed above on N/A. NOTICE: This Fictitious Name Statement expires five years from the date it was filed in the office of the County Clerk. A new Fictitious Business Name Statement must be filed prior to that date. The filing of this statement does not of itself authorize the use in this state of a Fictitious Business Name in violation of the rights of another under Federal, State, or common law (see Section 14411 et seq. Business and Professions Code)Publish: Mountain Views News Dates Pub: May 17, 24, 31, June 07, 2014	[4, 1774, 144, 1920]
legal-notice	[754, 66, 894, 234]
notice-body: The following person(s) is (are) doing business as: WALLYWIT ASSOCIATES, 1100 W. CAMERON AVE. STE 100, WEST COVINA, CA 91790. Full name of registrant(s) is (are) OSCAR WALTERS, 1100 W. CAMERON AVE. STE 100, WEST COVINA, CA 91790. This Business is conducted by: AN INDIVIDUAL. Signed: OSCAR WALTERS. This statement was filed with the County Clerk of Los Angeles County on 05/15/2014. The registrant(s) has (have) commenced to transact business under the fictitious business name or names listed above on N/A. NOTICE: This Fictitious Name Statement expires five years from the date it was filed in the office of the County Clerk. A new Fictitious Business Name Statement must be filed prior to that date. The filing of this statement does not of itself authorize the use in this state of a Fictitious Business Name in violation of the rights of another under Federal, State, or common law (see Section 14411 et seq. Business and Professions Code)Publish: Mountain Views News Dates Pub: May 17, 24, 31, June 07, 2014	[754, 422, 894, 576]
notice-body: The following person(s) is (are) doing business as: JOSE NIETO TRUCKING SERVICES, 4820 W. 129th PL. HAWTHORNE, CA 90250. Full name of registrant(s) is (are) JOSE J. NIETO, 4820 W. 129th PL. HAWTHORNE, CA 90250. This Business is conducted by: AN INDIVIDUAL. Signed: JOSE J. NIETO. This statement was filed with the County Clerk of Los Angeles County on 05/12/2014. The registrant(s) has (have) commenced to transact business under the fictitious business name or names listed above on N/A. NOTICE: This Fictitious Name Statement expires five years from the date it was filed in the office of the County Clerk. A new Fictitious Business Name Statement must be filed prior to that date. The filing of this statement does not of itself authorize the use in this state of a Fictitious Business Name in violation of the rights of another under Federal, State, or common law (see Section 14411 et seq. Business and Professions Code)Publish: Mountain Views News Dates Pub: May 17, 24, 31, June 07, 2014	[304, 749, 444, 896]
notice-title: FICTITIOUS BUSINESS NAME STATEMENT File No. 2014-132819	[604, 596, 739, 612]
legal-notice	[4, 756, 144, 917]
legal-notice	[604, 248, 744, 416]
legal-notice	[454, 924, 594, 1092]
legal-notice	[4, 1425, 144, 1586]
notice-body: The following person(s) is (are) doing business as: JZ TRADING, 8946 BEATRICE PL., ROSEMEAD, CA 91770. Full name of registrant(s) is (are) JUN ZHANG, 8946 BEATRICE PL., ROSEMEAD, CA 91770. This Business is conducted by: AN INDIVIDUAL. Signed: JUN ZHANG. This statement was filed with the County Clerk of Los Angeles County on 05/09/2014. The registrant(s) has (have) commenced to transact business under the fictitious business name or names listed above on N/A. NOTICE: This Fictitious Name Statement expires five years from the date it was filed in the office of the County Clerk. A new Fictitious Business Name Statement must be filed prior to that date. The filing of this statement does not of itself authorize the use in this state of a Fictitious Business Name in violation of the rights of another under Federal, State, or common law (see Section 14411 et seq. Business and Professions Code)Publish: Mountain Views News Dates Pub: May 17, 24, 31, June 07, 2014	[304, 1243, 444, 1390]
notice-title: FICTITIOUS BUSINESS NAME STATEMENT File No. 2014-131772	[4, 1424, 139, 1440]
notice-title: FICTITIOUS BUSINESS NAME STATEMENT File No. 2014-131387	[754, 581, 889, 597]
notice-body: STATEMENT OF ABANDONMENT OF USE OF FICTITIOUS BUSINESS NAME. The following person(s) MARIA ELINA MACHE, 7215 S. BROADWAY, L.A., CA 90003, has/have abandoned the use of the fictitious business name: ERIC'S BARBER SHOP AND BEAUTY SALON #2, 7215 S. BROADWAY, L.A., CA 90003. The fictitious business name referred to above was filed in the County of Los Angeles on 05/13/2014. The business information in this statement is true and correct. (A registrant who declares as true information which he or she knows to be false, is guilty of a crime.) Signed: ELINA MACHELINDNER. Publish: Mountain Views News Dates Pub: May 17, 24, 31, June 07, 2014	[754, 923, 894, 1026]
notice-title: FICTITIOUS BUSINESS NAME STATEMENT File No. 2014-131513	[754, 240, 889, 256]
legal-notice	[304, 400, 444, 561]
legal-notice	[754, 240, 894, 401]
notice-body: The following person(s) is (are) doing business as: LA FAVORITA CELLULAR, 1060 N. WESTERN AVE., L.A., CA 90029. Full name of registrant(s) is (are) FABIOLA TORRES, 453 N. EZRA ST., L.A., CA 90063. This Business is conducted by: AN INDIVIDUAL. Signed: FABIOLA TORRES. This statement was filed with the County Clerk of Los Angeles County on 05/14/2014. The registrant(s) has (have) commenced to transact business under the fictitious business name or names listed above on N/A. NOTICE: This Fictitious Name Statement expires five years from the date it was filed in the office of the County Clerk. A new Fictitious Business Name Statement must be filed prior to that date. The filing of this statement does not of itself authorize the use in this state of a Fictitious Business Name in violation of the rights of another under Federal, State, or common law (see Section 14411 et seq. Business and Professions Code)Publish: Mountain Views News Dates Pub: May 17, 24, 31, June 07, 2014	[304, 1745, 444, 1891]
notice-body: The following person(s) is (are) doing business as: ROSECRANS TIRE SHOP, 401 E. ROSECRANS AVE., COMPTON, CA 90221. Full name of registrant(s) is (are) JUAN CARLOS VALLEJO, 401 E. ROSECRANS AVE., COMPTON, CA 90221. This Business is conducted by: A GENERAL PARTNERSHIP. Signed: JUAN CARLOS VALLEJO. This statement was filed with the County Clerk of Los Angeles County on 05/14/2014. The registrant(s) has (have) commenced to transact business under the fictitious business name or names listed above on N/A. NOTICE: This Fictitious Name Statement expires five years from the date it was filed in the office of the County Clerk. A new Fictitious Business Name Statement must be filed prior to that date. The filing of this statement does not of itself authorize the use in this state of a Fictitious Business Name in violation of the rights of another under Federal, State, or common law (see Section 14411 et seq. Business and Professions Code)Publish: Mountain Views News Dates Pub: May 17, 24, 31, June 07, 2014	[454, 1113, 594, 1267]
notice-title: FICTITIOUS BUSINESS NAME STATEMENT File No. 2014-128663	[304, 734, 439, 750]
notice-title: FICTITIOUS BUSINESS NAME STATEMENT File No. 2014-105004	[754, 1031, 889, 1047]
notice-body: The following person(s) is (are) doing business as: VICANDISH, LITTLE MAGGIE'S, 8303 MARTON AVE., PANORAMA CITY, CA 91402. Full name of registrant(s) is (are) PENNA LINCOLN, 8303 MARTON AVE., PANORAMA CITY, CA 91402. This Business is conducted by: A LIMITED LIABILITY COMPANY. Signed: KIMBERLY VIVIANO. This statement was filed with the County Clerk of Los Angeles County on 05/09/2014. The registrant(s) has (have) commenced to transact business under the fictitious business name or names listed above on 04/09/2014. NOTICE: This Fictitious Name Statement expires five years from the date it was filed in the office of the County Clerk. A new Fictitious Business Name Statement must be filed prior to that date. The filing of this statement does not of itself authorize the use in this state of a Fictitious Business Name in violation of the rights of another under Federal, State, or common law (see Section 14411 et seq. Business and Professions Code)Publish: Mountain Views News Dates Pub: May 17, 24, 31, June 07, 2014	[754, 81, 894, 235]
notice-title: FICTITIOUS BUSINESS NAME STATEMENT File No. 2014-128623	[454, 66, 589, 81]
legal-notice	[754, 408, 894, 576]
notice-body: The following person(s) is (are) doing business as: EXCLUSIVE TOUCH AUTO, 1101 LONG BEACH BLVD., SOUTH GATE, CA 90280. Full name of registrant(s) is (are) MAURICIO VALLE, 1390 E. 68th ST., L.A., CA 90001. This Business is conducted by: AN INDIVIDUAL. Signed: MAURICIO VALLE. This statement was filed with the County Clerk of Los Angeles County on 05/14/2014. The registrant(s) has (have) commenced to transact business under the fictitious business name or names listed above on N/A. NOTICE: This Fictitious Name Statement expires five years from the date it was filed in the office of the County Clerk. A new Fictitious Business Name Statement must be filed prior to that date. The filing of this statement does not of itself authorize the use in this state of a Fictitious Business Name in violation of the rights of another under Federal, State, or common law (see Section 14411 et seq. Business and Professions Code)Publish: Mountain Views News Dates Pub: May 17, 24, 31, June 07, 2014	[154, 1105, 294, 1252]
notice-title: FICTITIOUS BUSINESS NAME STATEMENT File No. 2014-132834	[154, 407, 289, 423]
notice-body: The following person(s) is (are) doing business as: THE GREEN PREP, 1845 S. LONGWOOD AVE. #2, L.A., CA 90019. Full name of registrant(s) is (are) MARCUS CHOW, 1845 S. LONGWOOD AVE. #2, L.A., CA 90019. This Business is conducted by: AN INDIVIDUAL. Signed: MARCUS CHOW. This statement was filed with the County Clerk of Los Angeles County on 05/13/2014. The registrant(s) has (have) commenced to transact business under the fictitious business name or names listed above on N/A. NOTICE: This Fictitious Name Statement expires five years from the date it was filed in the office of the County Clerk. A new Fictitious Business Name Statement must be filed prior to that date. The filing of this statement does not of itself authorize the use in this state of a Fictitious Business Name in violation of the rights of another under Federal, State, or common law (see Section 14411 et seq. Business and Professions Code)Publish: Mountain Views News Dates Pub: May 17, 24, 31, June 07, 2014	[604, 967, 744, 1114]
legal-notice	[604, 66, 744, 242]
notice-body: The following person(s) is (are) doing business as: MAT LEVEL LABS, 403 E. PALMER AVE. #3, GLENDALE, CA 91205. Full name of registrant(s) is (are) NORMAN MEI, 403 E. PALMER AVE. #3, GLENDALE, CA 91205. This Business is conducted by: AN INDIVIDUAL. Signed: NORMAN MEI. This statement was filed with the County Clerk of Los Angeles County on 05/14/2014. The registrant(s) has (have) commenced to transact business under the fictitious business name or names listed above on N/A. NOTICE: This Fictitious Name Statement expires five years from the date it was filed in the office of the County Clerk. A new Fictitious Business Name Statement must be filed prior to that date. The filing of this statement does not of itself authorize the use in this state of a Fictitious Business Name in violation of the rights of another under Federal, State, or common law (see Section 14411 et seq. Business and Professions Code)Publish: Mountain Views News Dates Pub: May 17, 24, 31, June 07, 2014	[454, 430, 594, 576]
